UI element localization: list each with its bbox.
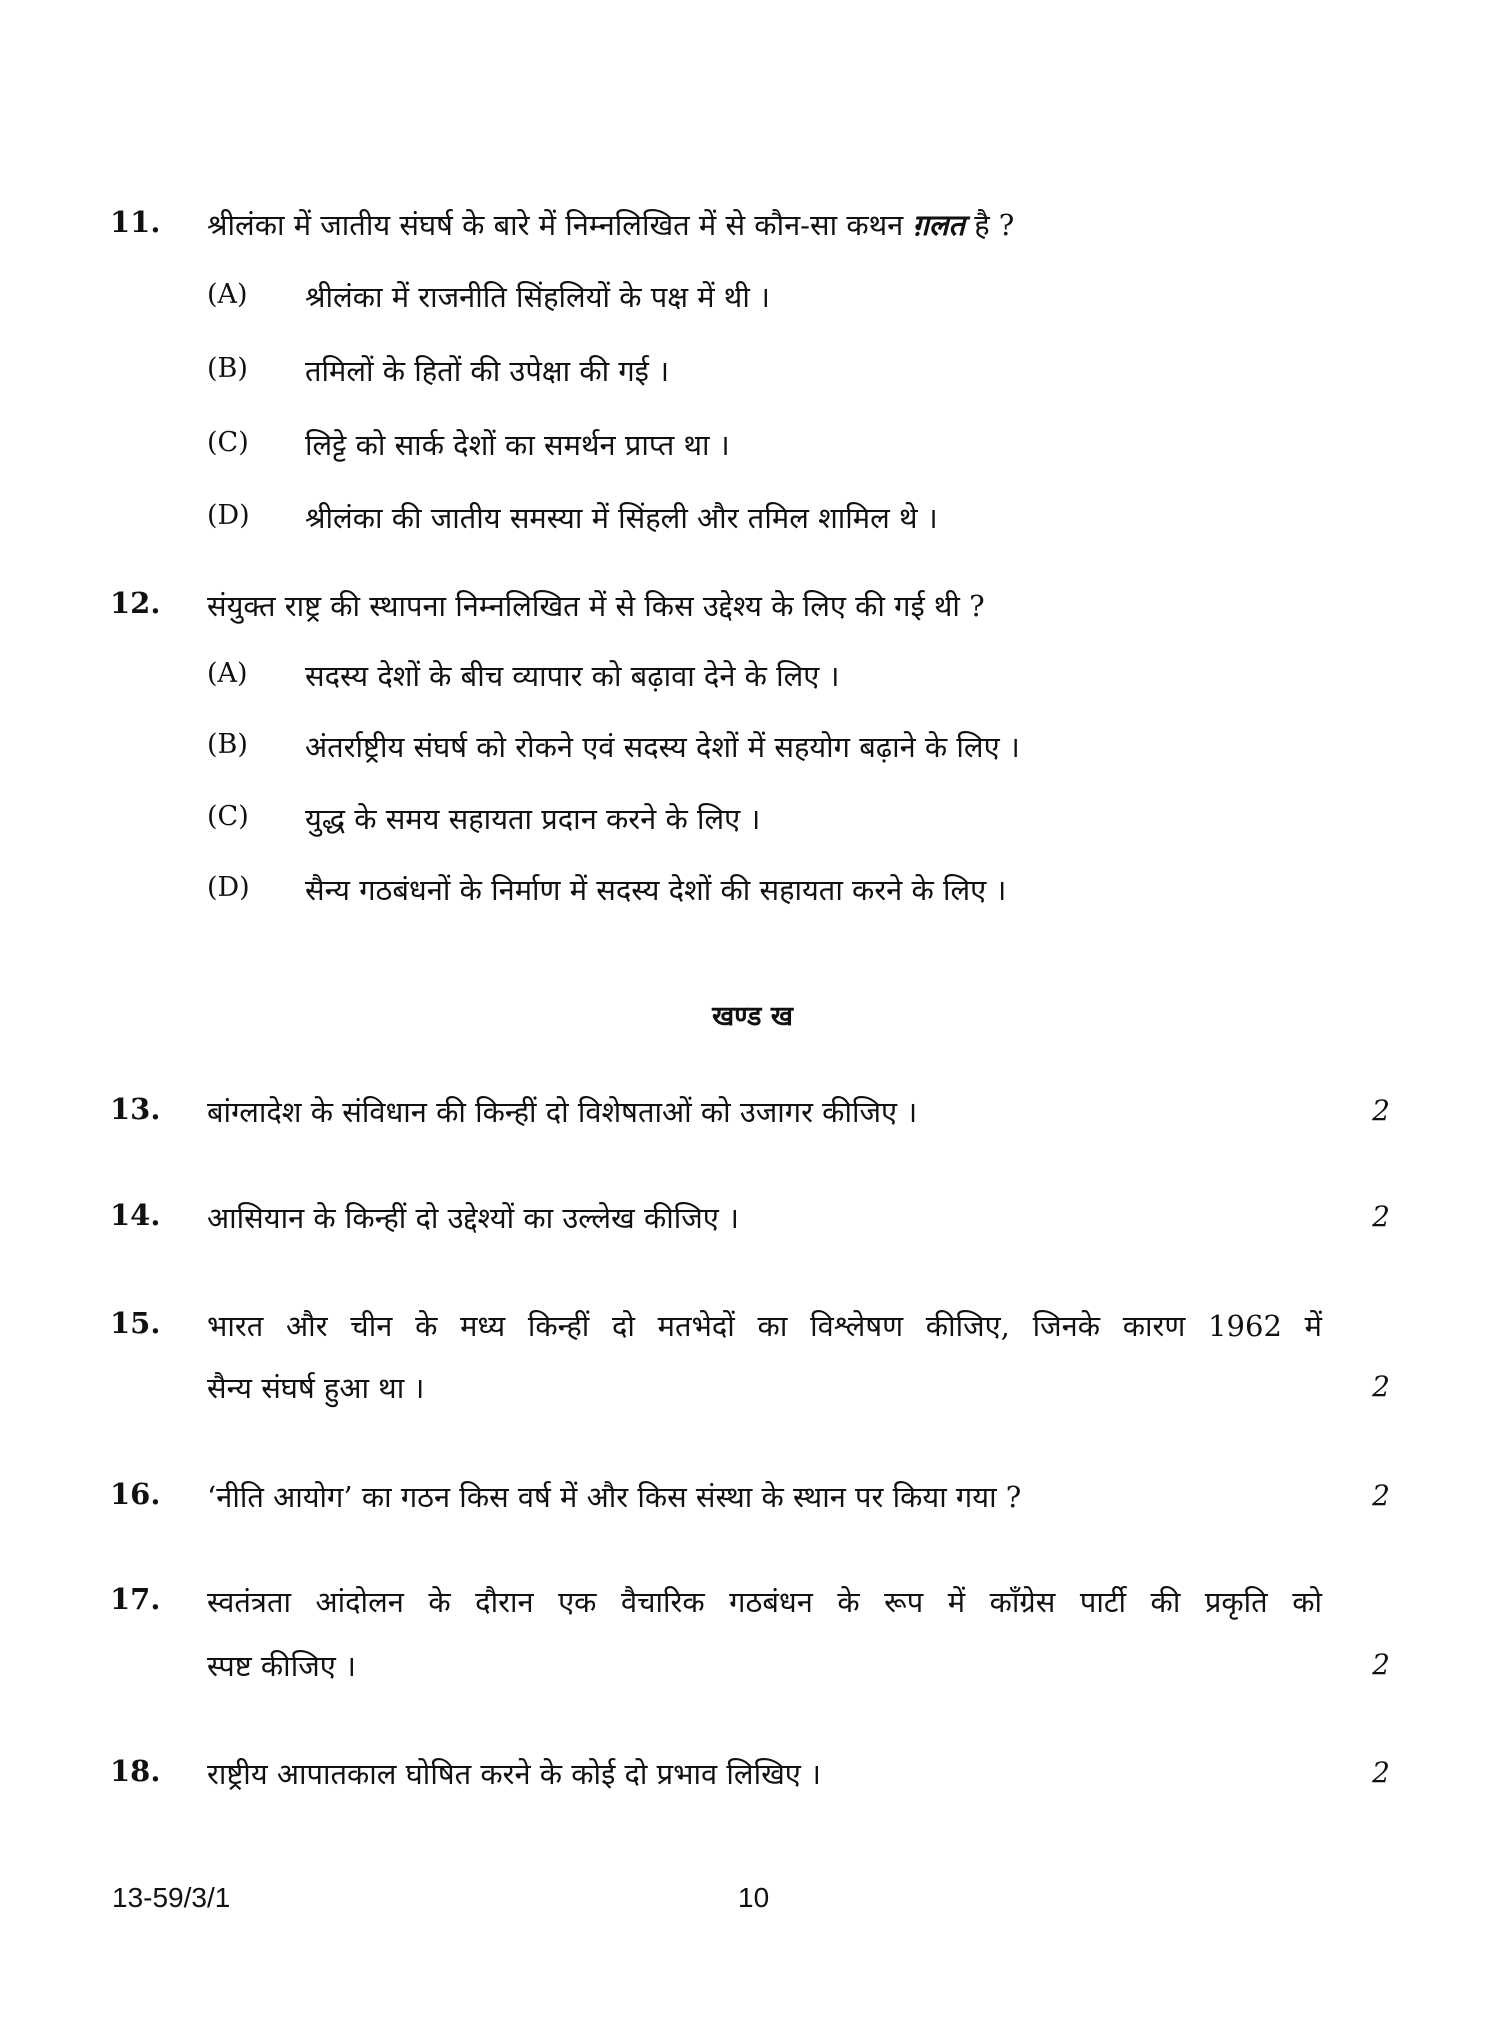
question-marks: 2 — [1372, 1094, 1390, 1127]
option-label: (C) — [207, 427, 249, 458]
question-number: 11. — [110, 205, 161, 239]
paper-code: 13-59/3/1 — [112, 1882, 231, 1913]
question-text: स्वतंत्रता आंदोलन के दौरान एक वैचारिक गठबंधन के रूप में काँग्रेस पार्टी की प्रकृति को — [207, 1585, 1322, 1619]
option-label: (B) — [207, 353, 248, 384]
question-text: संयुक्त राष्ट्र की स्थापना निम्नलिखित में से किस उद्देश्य के लिए की गई थी ? — [207, 589, 985, 623]
question-number: 16. — [110, 1477, 161, 1511]
question-number: 18. — [110, 1754, 161, 1788]
option-label: (D) — [207, 872, 250, 903]
question-number: 15. — [110, 1306, 161, 1340]
option-label: (A) — [207, 658, 248, 689]
question-number: 17. — [110, 1582, 161, 1616]
question-text: ‘नीति आयोग’ का गठन किस वर्ष में और किस संस्था के स्थान पर किया गया ? — [207, 1480, 1022, 1514]
question-text: आसियान के किन्हीं दो उद्देश्यों का उल्लेख कीजिए । — [207, 1201, 740, 1235]
question-number: 12. — [110, 586, 161, 620]
question-number: 14. — [110, 1198, 161, 1232]
section-title: खण्ड ख — [712, 1001, 793, 1032]
option-label: (B) — [207, 729, 248, 760]
option-text: श्रीलंका में राजनीति सिंहलियों के पक्ष में थी । — [305, 280, 771, 314]
option-text: युद्ध के समय सहायता प्रदान करने के लिए । — [305, 802, 761, 836]
option-label: (D) — [207, 500, 250, 531]
option-text: अंतर्राष्ट्रीय संघर्ष को रोकने एवं सदस्य देशों में सहयोग बढ़ाने के लिए । — [305, 730, 1020, 764]
question-emphasis: ग़लत — [912, 208, 965, 242]
question-marks: 2 — [1372, 1370, 1390, 1403]
page-number: 10 — [738, 1882, 770, 1913]
question-text-continued: सैन्य संघर्ष हुआ था । — [207, 1371, 425, 1405]
option-text: तमिलों के हितों की उपेक्षा की गई । — [305, 354, 670, 388]
question-number: 13. — [110, 1092, 161, 1126]
question-text — [207, 205, 1014, 244]
option-text: लिट्टे को सार्क देशों का समर्थन प्राप्त था । — [305, 428, 730, 462]
option-label: (A) — [207, 279, 248, 310]
question-stem: श्रीलंका में जातीय संघर्ष के बारे में निम्नलिखित में से कौन-सा कथन — [207, 208, 904, 242]
question-marks: 2 — [1372, 1479, 1390, 1512]
option-text: सैन्य गठबंधनों के निर्माण में सदस्य देशों की सहायता करने के लिए । — [305, 873, 1007, 907]
question-text-continued: स्पष्ट कीजिए । — [207, 1649, 356, 1683]
question-text: भारत और चीन के मध्य किन्हीं दो मतभेदों का विश्लेषण कीजिए, जिनके कारण 1962 में — [207, 1309, 1322, 1343]
question-marks: 2 — [1372, 1648, 1390, 1681]
option-text: सदस्य देशों के बीच व्यापार को बढ़ावा देने के लिए । — [305, 659, 840, 693]
question-marks: 2 — [1372, 1756, 1390, 1789]
question-text: बांग्लादेश के संविधान की किन्हीं दो विशेषताओं को उजागर कीजिए । — [207, 1095, 918, 1129]
question-text: राष्ट्रीय आपातकाल घोषित करने के कोई दो प्रभाव लिखिए । — [207, 1757, 822, 1791]
option-text: श्रीलंका की जातीय समस्या में सिंहली और तमिल शामिल थे । — [305, 501, 938, 535]
question-suffix: है ? — [974, 208, 1015, 242]
option-label: (C) — [207, 801, 249, 832]
question-marks: 2 — [1372, 1200, 1390, 1233]
